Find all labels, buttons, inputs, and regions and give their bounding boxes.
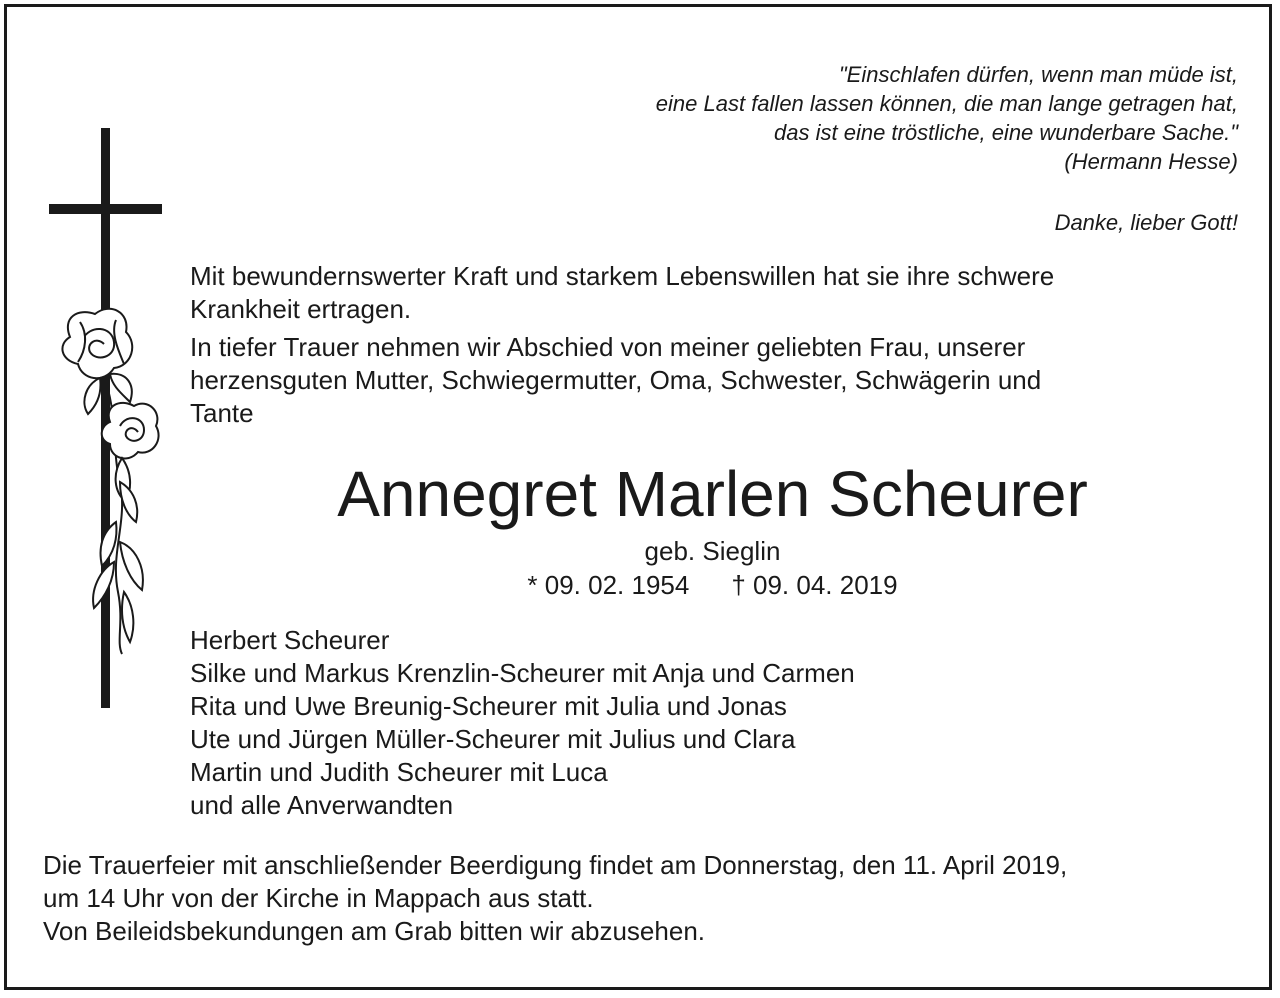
mourner-line: und alle Anverwandten <box>190 790 454 820</box>
deceased-name: Annegret Marlen Scheurer <box>337 458 1088 530</box>
intro-line: Mit bewundernswerter Kraft und starkem Lebenswillen hat sie ihre schwere <box>190 261 1055 291</box>
intro-line: herzensguten Mutter, Schwiegermutter, Oma, Schwester, Schwägerin und <box>190 365 1042 395</box>
birth-name: geb. Sieglin <box>644 536 781 566</box>
mourner-line: Herbert Scheurer <box>190 625 390 655</box>
birth-date: * 09. 02. 1954 <box>527 570 690 600</box>
mourners-list <box>190 624 855 822</box>
intro-paragraph <box>190 331 1220 430</box>
quote-author: (Hermann Hesse) <box>1064 149 1238 174</box>
quote-line: "Einschlafen dürfen, wenn man müde ist, <box>838 62 1238 87</box>
footer-line: Von Beileidsbekundungen am Grab bitten wir abzusehen. <box>43 916 705 946</box>
intro-line: Tante <box>190 398 254 428</box>
life-dates <box>190 568 1235 602</box>
intro-paragraph <box>190 260 1220 326</box>
intro-line: In tiefer Trauer nehmen wir Abschied von meiner geliebten Frau, unserer <box>190 332 1026 362</box>
death-date: † 09. 04. 2019 <box>731 570 898 600</box>
footer-line: um 14 Uhr von der Kirche in Mappach aus statt. <box>43 883 594 913</box>
cross-with-roses-icon <box>40 122 170 712</box>
quote-line: eine Last fallen lassen können, die man lange getragen hat, <box>655 91 1238 116</box>
mourner-line: Silke und Markus Krenzlin-Scheurer mit Anja und Carmen <box>190 658 855 688</box>
intro-text <box>190 260 1220 435</box>
mourner-line: Martin und Judith Scheurer mit Luca <box>190 757 608 787</box>
mourner-line: Rita und Uwe Breunig-Scheurer mit Julia und Jonas <box>190 691 787 721</box>
intro-line: Krankheit ertragen. <box>190 294 412 324</box>
funeral-notice <box>43 849 1067 948</box>
footer-line: Die Trauerfeier mit anschließender Beerdigung findet am Donnerstag, den 11. April 2019, <box>43 850 1068 880</box>
quote-line: das ist eine tröstliche, eine wunderbare Sache." <box>774 120 1238 145</box>
thanks-line: Danke, lieber Gott! <box>1054 210 1238 235</box>
hesse-quote <box>656 60 1238 176</box>
mourner-line: Ute und Jürgen Müller-Scheurer mit Julius und Clara <box>190 724 796 754</box>
